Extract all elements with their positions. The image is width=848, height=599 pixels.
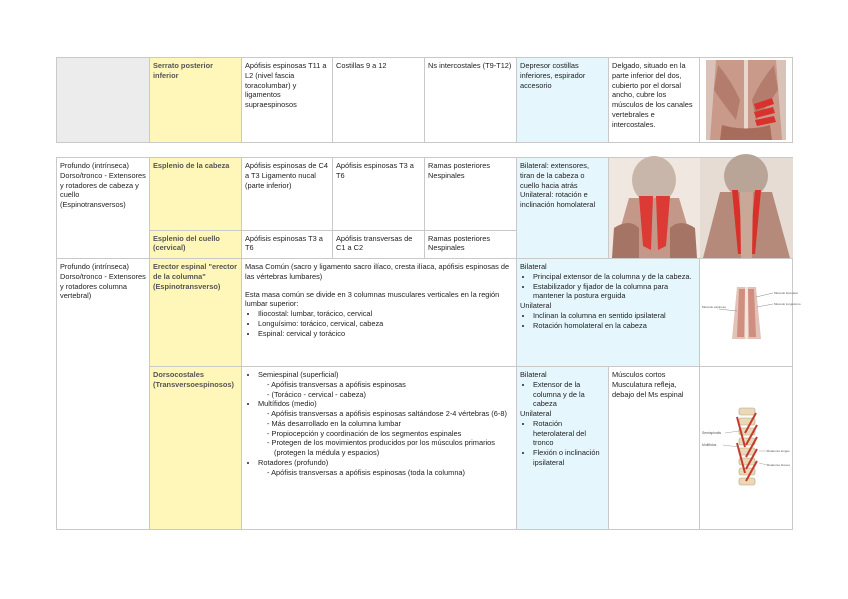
semi-label: Semiespinal (superficial) xyxy=(258,370,339,379)
nerve-cell: Ns intercostales (T9-T12) xyxy=(425,58,517,143)
list-item: - Apófisis transversas a apófisis espinosas saltándose 2-4 vértebras (6-8) xyxy=(274,409,513,419)
serratus-back-image xyxy=(706,60,786,140)
group-cell: Profundo (intrínseca) Dorso/tronco - Extensores y rotadores de cabeza y cuello (Espinotransversos) xyxy=(57,158,150,259)
muscle-name-cell: Dorsocostales (Transversoespinosos) xyxy=(150,367,242,530)
transversospinal-img-label: Rotatores breves xyxy=(766,463,790,467)
list-item xyxy=(258,370,513,399)
erector-img-label: Músculo longuísimo xyxy=(773,301,801,306)
list-item: • Rotación heterolateral del tronco xyxy=(533,419,605,448)
bilateral-label: Bilateral xyxy=(520,370,547,379)
list-item: • Rotación homolateral en la cabeza xyxy=(533,321,696,331)
list-item: • Longuísimo: torácico, cervical, cabeza xyxy=(258,319,513,329)
list-item: - Apófisis transversas a apófisis espinosas (toda la columna) xyxy=(274,468,513,478)
transversospinal-img-label: Rotatores longus xyxy=(766,449,790,453)
list-item: • Espinal: cervical y torácico xyxy=(258,329,513,339)
origin-cell: Apófisis espinosas de C4 a T3 Ligamento nucal (parte inferior) xyxy=(242,158,333,231)
muscle-name-cell: Serrato posterior inferior xyxy=(150,58,242,143)
list-item: - Apófisis transversas a apófisis espinosas xyxy=(274,380,513,390)
erector-img-label: Músculo espinoso xyxy=(701,304,726,309)
transversospinal-img-label: Semispinalis xyxy=(701,431,721,435)
muscle-name-cell: Esplenio del cuello (cervical) xyxy=(150,230,242,258)
table-row xyxy=(57,259,793,367)
origin-cell: Apófisis espinosas T11 a L2 (nivel fascia toracolumbar) y ligamentos supraespinosos xyxy=(242,58,333,143)
list-item xyxy=(258,399,513,458)
unilateral-list xyxy=(520,419,605,468)
action-cell: Depresor costillas inferiores, espirador accesorio xyxy=(517,58,609,143)
list-item: • Flexión o inclinación ipsilateral xyxy=(533,448,605,468)
notes-cell: Músculos cortos Musculatura refleja, debajo del Ms espinal xyxy=(609,367,700,530)
list-item: • Iliocostal: lumbar, torácico, cervical xyxy=(258,309,513,319)
list-item: • Extensor de la columna y de la cabeza xyxy=(533,380,605,409)
group-cell-empty xyxy=(57,58,150,143)
notes-cell: Delgado, situado en la parte inferior del dos, cubierto por el dorsal ancho, cubre los músculos de los canales vertebrales e intercostales. xyxy=(609,58,700,143)
table-serrato xyxy=(56,57,793,143)
origin-cell: Apófisis espinosas T3 a T6 xyxy=(242,230,333,258)
list-item: • Inclinan la columna en sentido ipsilateral xyxy=(533,311,696,321)
erector-spinae-image xyxy=(701,283,801,343)
action-cell xyxy=(517,367,609,530)
muscle-name-cell: Erector espinal "erector de la columna" (Espinotransverso) xyxy=(150,259,242,367)
rot-sublist xyxy=(258,468,513,478)
list-item xyxy=(258,458,513,478)
erector-columns-list xyxy=(245,309,513,338)
list-item: • Estabilizador y fijador de la columna para mantener la postura erguida xyxy=(533,282,696,302)
splenius-cervicis-image xyxy=(700,158,793,258)
description-cell xyxy=(242,259,517,367)
rot-label: Rotadores (profundo) xyxy=(258,457,329,467)
table-row xyxy=(57,58,793,143)
list-item: - Protegen de los movimientos producidos por los músculos primarios (protegen la médula y espacios) xyxy=(274,438,513,458)
insertion-cell: Apófisis transversas de C1 a C2 xyxy=(333,230,425,258)
list-item: - Más desarrollado en la columna lumbar xyxy=(274,419,513,429)
bilateral-label: Bilateral xyxy=(520,262,547,271)
splenius-capitis-image xyxy=(609,158,700,258)
description-cell xyxy=(242,367,517,530)
unilateral-list xyxy=(520,311,696,331)
splenius-cervicis-image-cell xyxy=(700,158,793,259)
list-item: - Propiocepción y coordinación de los segmentos espinales xyxy=(274,429,513,439)
transversospinal-image-cell xyxy=(700,367,793,530)
muscle-name-cell: Esplenio de la cabeza xyxy=(150,158,242,231)
multi-label: Multífidos (medio) xyxy=(258,399,317,409)
nerve-cell: Ramas posteriores Nespinales xyxy=(425,230,517,258)
transversospinal-img-label: Multifidus xyxy=(701,443,716,447)
action-cell: Bilateral: extensores, tiran de la cabeza o cuello hacia atrás Unilateral: rotación e inclinación homolateral xyxy=(517,158,609,259)
erector-desc-1: Masa Común (sacro y ligamento sacro ilíaco, cresta ilíaca, apófisis espinosas de las vértebras lumbares) xyxy=(245,262,510,281)
insertion-cell: Apófisis espinosas T3 a T6 xyxy=(333,158,425,231)
unilateral-label: Unilateral xyxy=(520,409,552,419)
erector-img-label: Músculo iliocostal xyxy=(773,290,798,295)
group-cell: Profundo (intrínseca) Dorso/tronco - Extensores y rotadores columna vertebral) xyxy=(57,259,150,530)
bilateral-list xyxy=(520,380,605,409)
table-row xyxy=(57,158,793,231)
transversospinal-list xyxy=(245,370,513,477)
erector-image-cell xyxy=(700,259,801,367)
table-row xyxy=(57,367,793,530)
table-main xyxy=(56,157,801,530)
multi-sublist xyxy=(258,409,513,458)
insertion-cell: Costillas 9 a 12 xyxy=(333,58,425,143)
action-cell xyxy=(517,259,700,367)
unilateral-label: Unilateral xyxy=(520,301,552,311)
transversospinal-image xyxy=(701,403,792,493)
list-item: • Principal extensor de la columna y de la cabeza. xyxy=(533,272,696,282)
erector-desc-2: Esta masa común se divide en 3 columnas musculares verticales en la región lumbar superior: xyxy=(245,289,500,309)
list-item: - (Torácico - cervical - cabeza) xyxy=(274,390,513,400)
semi-sublist xyxy=(258,380,513,400)
image-cell xyxy=(700,58,793,143)
nerve-cell: Ramas posteriores Nespinales xyxy=(425,158,517,231)
splenius-capitis-image-cell xyxy=(609,158,700,259)
bilateral-list xyxy=(520,272,696,301)
